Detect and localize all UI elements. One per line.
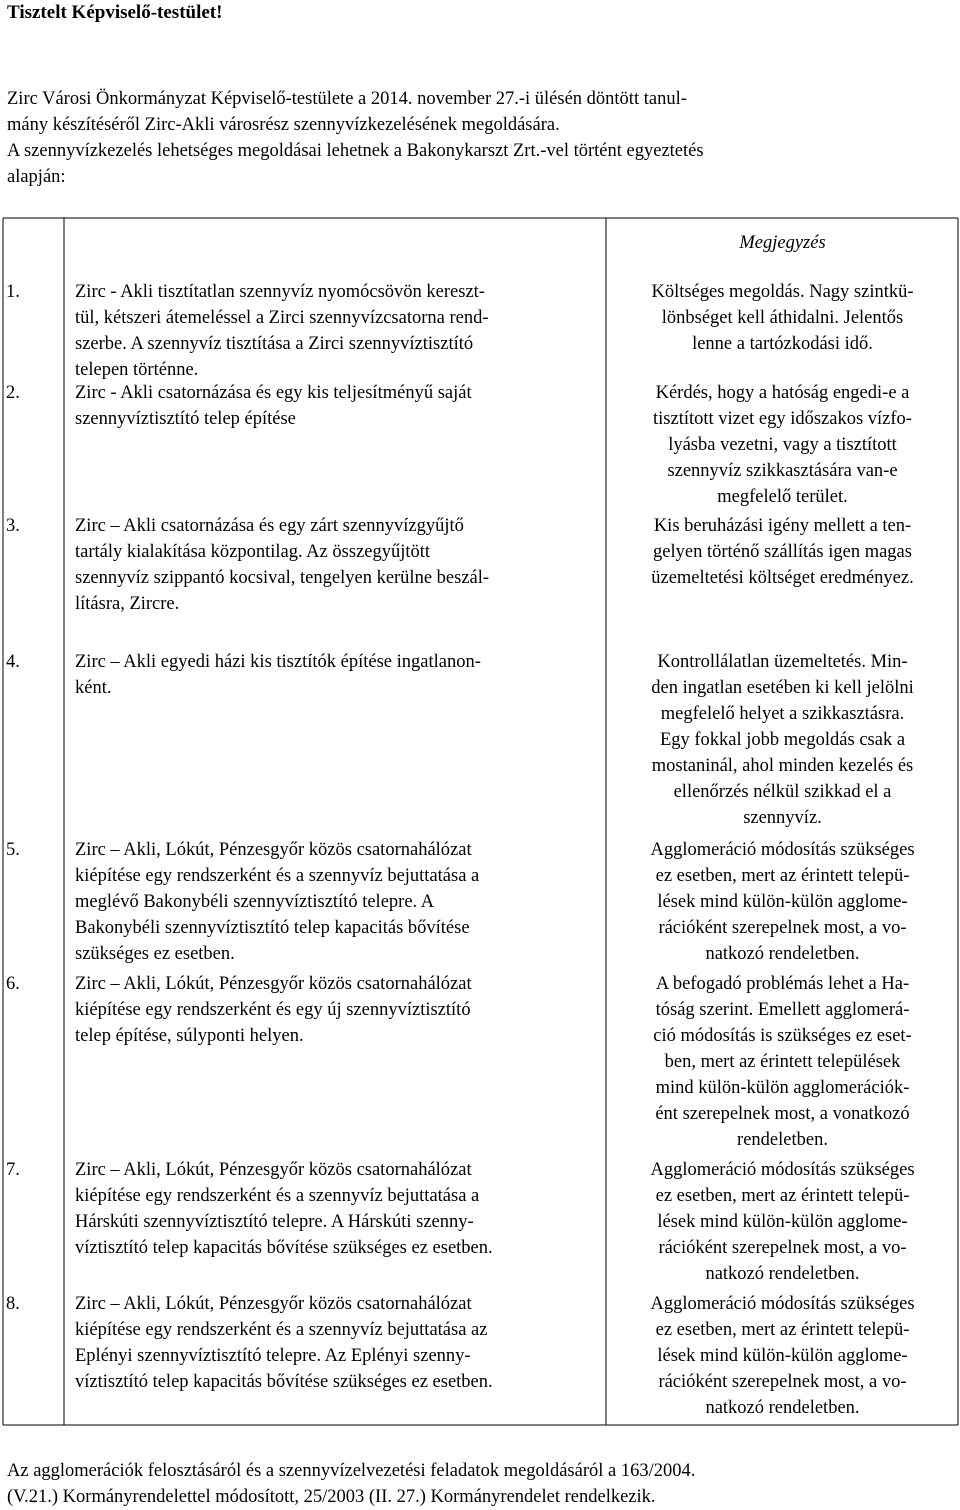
note-line: lések mind külön-külön agglome-	[657, 1346, 908, 1366]
note-line: megfelelő terület.	[717, 487, 848, 507]
note-line: tisztított vizet egy időszakos vízfo-	[653, 409, 912, 429]
note-line: natkozó rendeletben.	[705, 944, 860, 964]
description-line: Zirc – Akli, Lókút, Pénzesgyőr közös csatornahálózat	[75, 840, 472, 860]
description-line: kiépítése egy rendszerként és egy új szennyvíztisztító	[75, 1000, 471, 1020]
note-line: rációként szerepelnek most, a vo-	[658, 918, 907, 938]
footer-line: Az agglomerációk felosztásáról és a szennyvízelvezetési feladatok megoldásáról a 163/2004.	[7, 1461, 696, 1481]
description-line: lításra, Zircre.	[75, 594, 180, 614]
intro-line: A szennyvízkezelés lehetséges megoldásai lehetnek a Bakonykarszt Zrt.-vel történt egyeztetés	[7, 141, 704, 161]
row-description	[75, 649, 601, 701]
note-line: natkozó rendeletben.	[705, 1264, 860, 1284]
note-line: A befogadó problémás lehet a Ha-	[655, 974, 910, 994]
description-line: Zirc – Akli, Lókút, Pénzesgyőr közös csatornahálózat	[75, 974, 472, 994]
description-line: tül, kétszeri átemeléssel a Zirci szennyvízcsatorna rend-	[75, 308, 489, 328]
row-description	[75, 513, 601, 617]
row-number: 7.	[6, 1160, 20, 1180]
note-column-header: Megjegyzés	[739, 233, 826, 253]
note-line: rendeletben.	[737, 1130, 828, 1150]
row-note	[611, 649, 954, 831]
row-note	[611, 513, 954, 591]
description-line: víztisztító telep kapacitás bővítése szükséges ez esetben.	[75, 1238, 493, 1258]
note-line: Kis beruházási igény mellett a ten-	[653, 516, 912, 536]
description-line: Bakonybéli szennyvíztisztító telep kapacitás bővítése	[75, 918, 470, 938]
description-line: szennyvíz szippantó kocsival, tengelyen kerülne beszál-	[75, 568, 490, 588]
row-number: 8.	[6, 1294, 20, 1314]
note-line: natkozó rendeletben.	[705, 1398, 860, 1418]
note-line: ció módosítás is szükséges ez eset-	[653, 1026, 912, 1046]
row-description	[75, 380, 601, 432]
note-line: rációként szerepelnek most, a vo-	[658, 1372, 907, 1392]
note-line: tóság szerint. Emellett agglomerá-	[655, 1000, 910, 1020]
description-line: Zirc – Akli csatornázása és egy zárt szennyvízgyűjtő	[75, 516, 464, 536]
note-line: Egy fokkal jobb megoldás csak a	[659, 730, 906, 750]
note-line: lések mind külön-külön agglome-	[657, 892, 908, 912]
description-line: kiépítése egy rendszerként és a szennyvíz bejuttatása az	[75, 1320, 488, 1340]
row-note	[611, 971, 954, 1153]
description-line: kiépítése egy rendszerként és a szennyvíz bejuttatása a	[75, 866, 480, 886]
description-line: tartály kialakítása központilag. Az összegyűjtött	[75, 542, 431, 562]
description-line: Zirc – Akli egyedi házi kis tisztítók építése ingatlanon-	[75, 652, 481, 672]
row-note	[611, 1157, 954, 1287]
row-description	[75, 1157, 601, 1261]
description-line: Zirc - Akli csatornázása és egy kis teljesítményű saját	[75, 383, 472, 403]
note-line: Agglomeráció módosítás szükséges	[650, 1160, 915, 1180]
row-note	[611, 837, 954, 967]
description-line: Zirc – Akli, Lókút, Pénzesgyőr közös csatornahálózat	[75, 1160, 472, 1180]
note-line: Agglomeráció módosítás szükséges	[650, 1294, 915, 1314]
intro-line: alapján:	[7, 167, 66, 187]
note-line: ben, mert az érintett települések	[664, 1052, 901, 1072]
note-line: Költséges megoldás. Nagy szintkü-	[651, 282, 914, 302]
note-line: mind külön-külön agglomerációk-	[655, 1078, 910, 1098]
row-note	[611, 1291, 954, 1421]
description-line: telep építése, súlyponti helyen.	[75, 1026, 304, 1046]
note-line: den ingatlan esetében ki kell jelölni	[651, 678, 914, 698]
note-line: megfelelő helyet a szikkasztásra.	[660, 704, 905, 724]
description-line: Zirc – Akli, Lókút, Pénzesgyőr közös csatornahálózat	[75, 1294, 472, 1314]
note-line: Kérdés, hogy a hatóság engedi-e a	[655, 383, 910, 403]
note-line: szennyvíz szikkasztására van-e	[667, 461, 898, 481]
row-number: 3.	[6, 516, 20, 536]
row-description	[75, 1291, 601, 1395]
description-line: Eplényi szennyvíztisztító telepre. Az Eplényi szenny-	[75, 1346, 471, 1366]
description-line: szerbe. A szennyvíz tisztítása a Zirci szennyvíztisztító	[75, 334, 474, 354]
row-number: 1.	[6, 282, 20, 302]
note-line: lenne a tartózkodási idő.	[692, 334, 873, 354]
row-number: 6.	[6, 974, 20, 994]
page-heading: Tisztelt Képviselő-testület!	[7, 2, 223, 23]
row-note	[611, 380, 954, 510]
intro-line: Zirc Városi Önkormányzat Képviselő-testülete a 2014. november 27.-i ülésén döntött tanul-	[7, 89, 687, 109]
note-line: ellenőrzés nélkül szikkad el a	[673, 782, 892, 802]
row-description	[75, 837, 601, 967]
note-line: ez esetben, mert az érintett telepü-	[655, 866, 910, 886]
description-line: Zirc - Akli tisztítatlan szennyvíz nyomócsövön kereszt-	[75, 282, 485, 302]
note-line: Agglomeráció módosítás szükséges	[650, 840, 915, 860]
note-line: gelyen történő szállítás igen magas	[653, 542, 912, 562]
description-line: Hárskúti szennyvíztisztító telepre. A Hárskúti szenny-	[75, 1212, 474, 1232]
intro-line: mány készítéséről Zirc-Akli városrész szennyvízkezelésének megoldására.	[7, 115, 560, 135]
footer-paragraph	[7, 1458, 953, 1510]
note-line: mostaninál, ahol minden kezelés és	[651, 756, 914, 776]
description-line: szennyvíztisztító telep építése	[75, 409, 296, 429]
row-number: 4.	[6, 652, 20, 672]
description-line: víztisztító telep kapacitás bővítése szükséges ez esetben.	[75, 1372, 493, 1392]
row-number: 5.	[6, 840, 20, 860]
note-line: lések mind külön-külön agglome-	[657, 1212, 908, 1232]
description-line: ként.	[75, 678, 112, 698]
row-number: 2.	[6, 383, 20, 403]
note-line: ez esetben, mert az érintett telepü-	[655, 1320, 910, 1340]
note-line: szennyvíz.	[743, 808, 822, 828]
row-description	[75, 279, 601, 383]
note-line: lyásba vezetni, vagy a tisztított	[668, 435, 897, 455]
note-line: ez esetben, mert az érintett telepü-	[655, 1186, 910, 1206]
note-line: rációként szerepelnek most, a vo-	[658, 1238, 907, 1258]
description-line: telepen történne.	[75, 360, 199, 380]
description-line: szükséges ez esetben.	[75, 944, 235, 964]
description-line: kiépítése egy rendszerként és a szennyvíz bejuttatása a	[75, 1186, 480, 1206]
note-line: Kontrollálatlan üzemeltetés. Min-	[657, 652, 908, 672]
row-note	[611, 279, 954, 357]
note-line: üzemeltetési költséget eredményez.	[651, 568, 914, 588]
note-line: lönbséget kell áthidalni. Jelentős	[661, 308, 904, 328]
intro-paragraph	[7, 86, 953, 190]
row-description	[75, 971, 601, 1049]
footer-line: (V.21.) Kormányrendelettel módosított, 25/2003 (II. 27.) Kormányrendelet rendelkezik.	[7, 1487, 656, 1507]
description-line: meglévő Bakonybéli szennyvíztisztító telepre. A	[75, 892, 435, 912]
note-line: ént szerepelnek most, a vonatkozó	[655, 1104, 910, 1124]
